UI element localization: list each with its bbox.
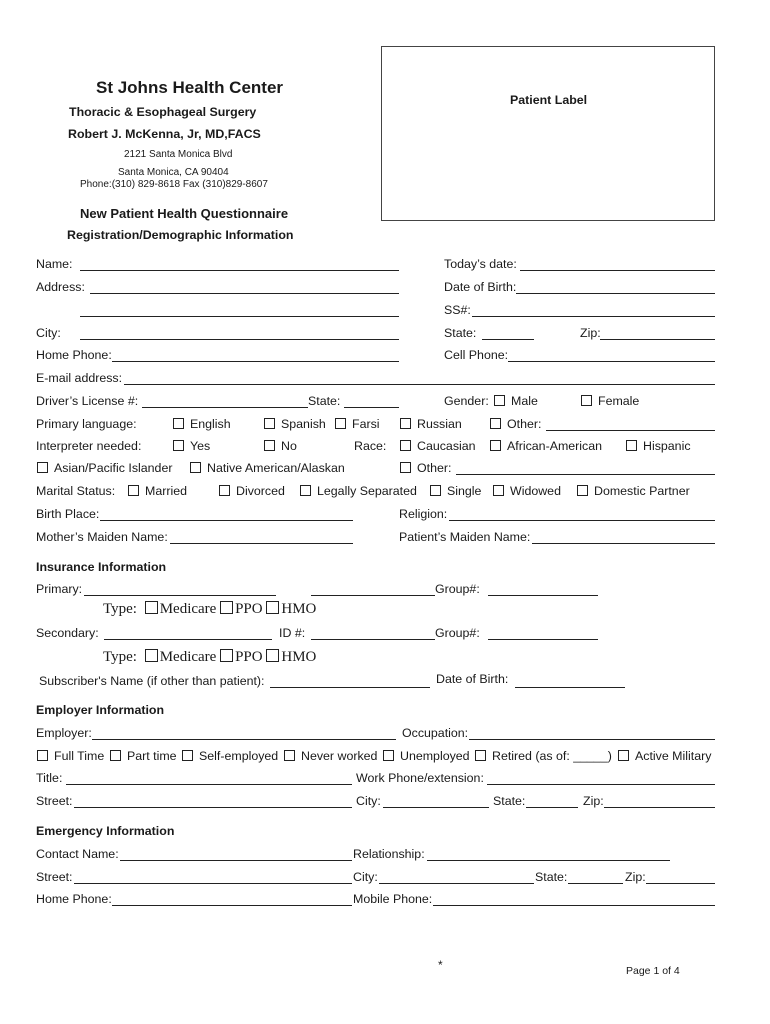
- domestic-partner-label: Domestic Partner: [594, 484, 690, 498]
- asian-checkbox[interactable]: [37, 462, 48, 473]
- address-line-2: Santa Monica, CA 90404: [118, 167, 229, 178]
- primary-insurance-label: Primary:: [36, 582, 83, 596]
- primary-group-label: Group#:: [435, 582, 480, 596]
- female-label: Female: [598, 394, 640, 408]
- hmo-label: HMO: [281, 601, 317, 617]
- married-checkbox[interactable]: [128, 485, 139, 496]
- unemployed-checkbox[interactable]: [383, 750, 394, 761]
- secondary-insurance-label: Secondary:: [36, 626, 99, 640]
- city-field[interactable]: [80, 339, 399, 340]
- native-american-checkbox[interactable]: [190, 462, 201, 473]
- russian-checkbox[interactable]: [400, 418, 411, 429]
- emergency-city-label: City:: [353, 870, 378, 884]
- form-title: New Patient Health Questionnaire: [80, 206, 289, 221]
- todays-date-label: Today’s date:: [444, 257, 517, 271]
- employer-city-field[interactable]: [383, 807, 489, 808]
- page-number: Page 1 of 4: [626, 965, 680, 977]
- employer-heading: Employer Information: [36, 703, 165, 717]
- name-field[interactable]: [80, 270, 399, 271]
- zip-field[interactable]: [600, 339, 715, 340]
- active-military-label: Active Military: [635, 749, 712, 763]
- emergency-home-phone-label: Home Phone:: [36, 892, 112, 906]
- dl-state-field[interactable]: [344, 407, 399, 408]
- contact-name-label: Contact Name:: [36, 847, 119, 861]
- todays-date-field[interactable]: [520, 270, 715, 271]
- medicare-label: Medicare: [159, 601, 217, 617]
- african-american-label: African-American: [507, 439, 603, 453]
- hmo-label-2: HMO: [281, 649, 317, 665]
- asian-label: Asian/Pacific Islander: [54, 461, 173, 475]
- form-subtitle: Registration/Demographic Information: [67, 228, 294, 242]
- legally-separated-checkbox[interactable]: [300, 485, 311, 496]
- address-label: Address:: [36, 280, 85, 294]
- primary-type-row: [103, 600, 316, 618]
- primary-hmo-checkbox[interactable]: [266, 601, 279, 614]
- interpreter-yes-label: Yes: [190, 439, 211, 453]
- hispanic-checkbox[interactable]: [626, 440, 637, 451]
- secondary-id-label: ID #:: [279, 626, 306, 640]
- employer-street-field[interactable]: [74, 807, 352, 808]
- employer-zip-field[interactable]: [604, 807, 715, 808]
- part-time-checkbox[interactable]: [110, 750, 121, 761]
- widowed-checkbox[interactable]: [493, 485, 504, 496]
- active-military-checkbox[interactable]: [618, 750, 629, 761]
- name-label: Name:: [36, 257, 73, 271]
- subscriber-label: Subscriber's Name (if other than patient):: [39, 674, 265, 688]
- part-time-label: Part time: [127, 749, 177, 763]
- emergency-state-field[interactable]: [568, 883, 623, 884]
- primary-group-field[interactable]: [488, 595, 598, 596]
- marital-status-label: Marital Status:: [36, 484, 116, 498]
- domestic-partner-checkbox[interactable]: [577, 485, 588, 496]
- dob-field[interactable]: [516, 293, 715, 294]
- divorced-checkbox[interactable]: [219, 485, 230, 496]
- state-field[interactable]: [482, 339, 534, 340]
- zip-label: Zip:: [580, 326, 601, 340]
- native-american-label: Native American/Alaskan: [207, 461, 345, 475]
- home-phone-label: Home Phone:: [36, 348, 112, 362]
- farsi-checkbox[interactable]: [335, 418, 346, 429]
- emergency-street-label: Street:: [36, 870, 73, 884]
- address-line-1: 2121 Santa Monica Blvd: [124, 149, 233, 160]
- mothers-maiden-field[interactable]: [170, 543, 353, 544]
- retired-checkbox[interactable]: [475, 750, 486, 761]
- single-checkbox[interactable]: [430, 485, 441, 496]
- home-phone-field[interactable]: [112, 361, 399, 362]
- title-label: Title:: [36, 771, 63, 785]
- full-time-checkbox[interactable]: [37, 750, 48, 761]
- secondary-hmo-checkbox[interactable]: [266, 649, 279, 662]
- ppo-label-2: PPO: [235, 649, 263, 665]
- primary-language-label: Primary language:: [36, 417, 137, 431]
- patients-maiden-field[interactable]: [532, 543, 715, 544]
- spanish-label: Spanish: [281, 417, 326, 431]
- dl-state-label: State:: [308, 394, 341, 408]
- state-label: State:: [444, 326, 477, 340]
- footer-asterisk: *: [438, 958, 443, 972]
- secondary-ppo-checkbox[interactable]: [220, 649, 233, 662]
- contact-name-field[interactable]: [120, 860, 352, 861]
- emergency-street-field[interactable]: [74, 883, 352, 884]
- insurance-heading: Insurance Information: [36, 560, 167, 574]
- emergency-zip-field[interactable]: [646, 883, 715, 884]
- birth-place-label: Birth Place:: [36, 507, 100, 521]
- religion-field[interactable]: [449, 520, 715, 521]
- work-phone-field[interactable]: [487, 784, 715, 785]
- interpreter-no-checkbox[interactable]: [264, 440, 275, 451]
- self-employed-checkbox[interactable]: [182, 750, 193, 761]
- english-checkbox[interactable]: [173, 418, 184, 429]
- male-label: Male: [511, 394, 538, 408]
- primary-insurance-field[interactable]: [84, 595, 276, 596]
- secondary-insurance-field[interactable]: [104, 639, 272, 640]
- gender-label: Gender:: [444, 394, 489, 408]
- other-language-label: Other:: [507, 417, 542, 431]
- interpreter-label: Interpreter needed:: [36, 439, 142, 453]
- other-language-field[interactable]: [546, 430, 715, 431]
- primary-ppo-checkbox[interactable]: [220, 601, 233, 614]
- ss-label: SS#:: [444, 303, 471, 317]
- english-label: English: [190, 417, 231, 431]
- mobile-phone-field[interactable]: [433, 905, 715, 906]
- mothers-maiden-label: Mother’s Maiden Name:: [36, 530, 168, 544]
- married-label: Married: [145, 484, 187, 498]
- ss-field[interactable]: [472, 316, 715, 317]
- relationship-label: Relationship:: [353, 847, 425, 861]
- secondary-group-label: Group#:: [435, 626, 480, 640]
- address-field-2[interactable]: [80, 316, 399, 317]
- interpreter-no-label: No: [281, 439, 297, 453]
- unemployed-label: Unemployed: [400, 749, 470, 763]
- other-race-checkbox[interactable]: [400, 462, 411, 473]
- other-language-checkbox[interactable]: [490, 418, 501, 429]
- employer-state-field[interactable]: [526, 807, 578, 808]
- emergency-home-phone-field[interactable]: [112, 905, 352, 906]
- city-label: City:: [36, 326, 61, 340]
- legally-separated-label: Legally Separated: [317, 484, 417, 498]
- single-label: Single: [447, 484, 482, 498]
- employer-street-label: Street:: [36, 794, 73, 808]
- interpreter-yes-checkbox[interactable]: [173, 440, 184, 451]
- emergency-zip-label: Zip:: [625, 870, 646, 884]
- male-checkbox[interactable]: [494, 395, 505, 406]
- work-phone-label: Work Phone/extension:: [356, 771, 484, 785]
- hispanic-label: Hispanic: [643, 439, 691, 453]
- mobile-phone-label: Mobile Phone:: [353, 892, 433, 906]
- title-field[interactable]: [66, 784, 352, 785]
- subscriber-field[interactable]: [270, 687, 430, 688]
- caucasian-checkbox[interactable]: [400, 440, 411, 451]
- emergency-state-label: State:: [535, 870, 568, 884]
- drivers-license-label: Driver’s License #:: [36, 394, 139, 408]
- cell-phone-label: Cell Phone:: [444, 348, 509, 362]
- primary-medicare-checkbox[interactable]: [145, 601, 158, 614]
- ppo-label: PPO: [235, 601, 263, 617]
- employer-zip-label: Zip:: [583, 794, 604, 808]
- race-label: Race:: [354, 439, 387, 453]
- subscriber-dob-field[interactable]: [515, 687, 625, 688]
- birth-place-field[interactable]: [100, 520, 353, 521]
- type-label: Type:: [103, 601, 137, 617]
- email-label: E-mail address:: [36, 371, 123, 385]
- self-employed-label: Self-employed: [199, 749, 279, 763]
- secondary-id-field[interactable]: [311, 639, 435, 640]
- patient-label-box[interactable]: [381, 46, 715, 221]
- never-worked-checkbox[interactable]: [284, 750, 295, 761]
- retired-label: Retired (as of: _____): [492, 749, 612, 763]
- patients-maiden-label: Patient’s Maiden Name:: [399, 530, 531, 544]
- occupation-label: Occupation:: [402, 726, 469, 740]
- org-name: St Johns Health Center: [96, 78, 284, 97]
- patient-label-title: Patient Label: [510, 93, 588, 107]
- employer-state-label: State:: [493, 794, 526, 808]
- doctor-name: Robert J. McKenna, Jr, MD,FACS: [68, 127, 261, 141]
- never-worked-label: Never worked: [301, 749, 378, 763]
- african-american-checkbox[interactable]: [490, 440, 501, 451]
- primary-id-field[interactable]: [311, 595, 435, 596]
- secondary-group-field[interactable]: [488, 639, 598, 640]
- drivers-license-field[interactable]: [142, 407, 308, 408]
- russian-label: Russian: [417, 417, 462, 431]
- female-checkbox[interactable]: [581, 395, 592, 406]
- department: Thoracic & Esophageal Surgery: [69, 105, 257, 119]
- employer-label: Employer:: [36, 726, 92, 740]
- occupation-field[interactable]: [469, 739, 715, 740]
- medicare-label-2: Medicare: [159, 649, 217, 665]
- religion-label: Religion:: [399, 507, 448, 521]
- caucasian-label: Caucasian: [417, 439, 476, 453]
- relationship-field[interactable]: [427, 860, 670, 861]
- divorced-label: Divorced: [236, 484, 285, 498]
- employer-field[interactable]: [92, 739, 396, 740]
- dob-label: Date of Birth:: [444, 280, 517, 294]
- full-time-label: Full Time: [54, 749, 105, 763]
- emergency-city-field[interactable]: [379, 883, 534, 884]
- employer-city-label: City:: [356, 794, 381, 808]
- emergency-heading: Emergency Information: [36, 824, 175, 838]
- spanish-checkbox[interactable]: [264, 418, 275, 429]
- secondary-type-row: [103, 648, 316, 666]
- email-field[interactable]: [124, 384, 715, 385]
- cell-phone-field[interactable]: [508, 361, 715, 362]
- widowed-label: Widowed: [510, 484, 561, 498]
- phone-fax: Phone:(310) 829-8618 Fax (310)829-8607: [80, 179, 268, 190]
- type-label-2: Type:: [103, 649, 137, 665]
- other-race-field[interactable]: [456, 474, 715, 475]
- secondary-medicare-checkbox[interactable]: [145, 649, 158, 662]
- subscriber-dob-label: Date of Birth:: [436, 672, 509, 686]
- address-field[interactable]: [90, 293, 399, 294]
- other-race-label: Other:: [417, 461, 452, 475]
- farsi-label: Farsi: [352, 417, 380, 431]
